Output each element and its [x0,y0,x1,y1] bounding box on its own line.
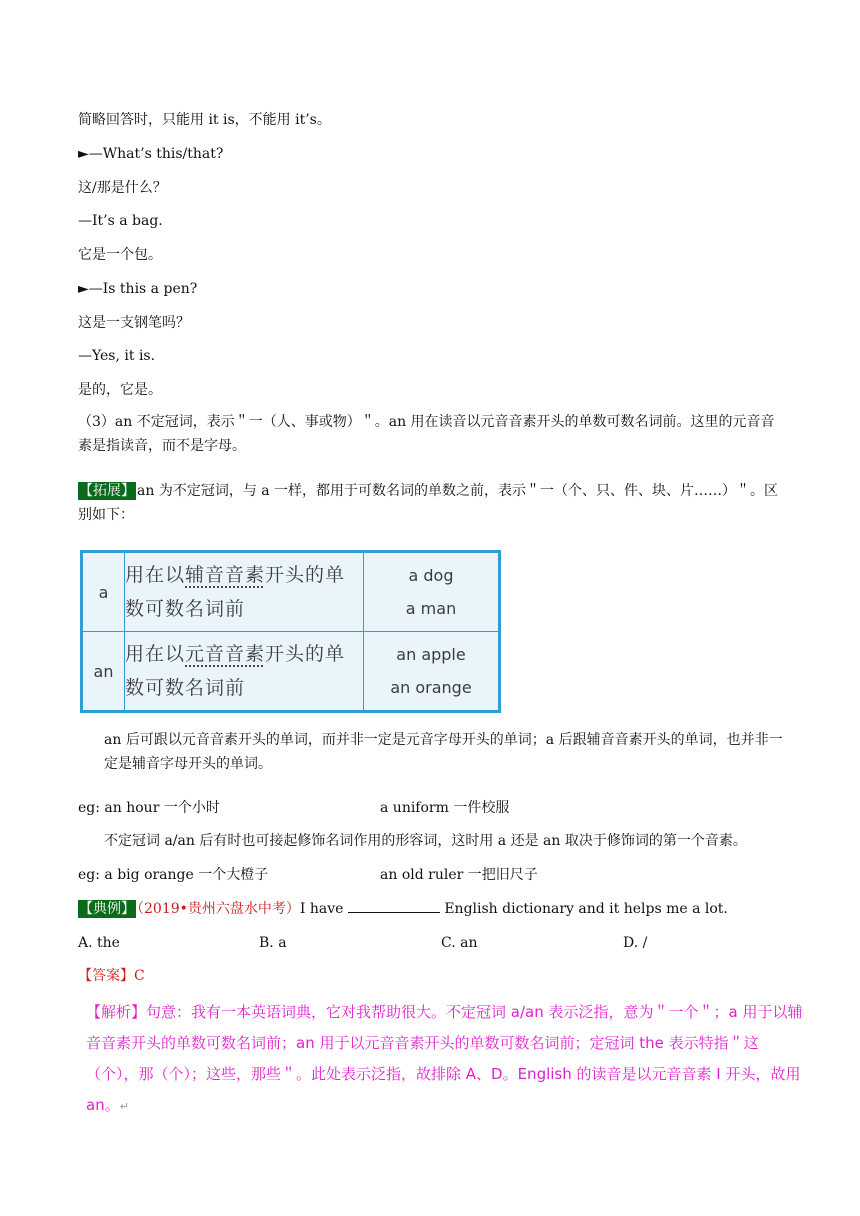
example-tag: 【典例】 [79,901,135,917]
emphasis-dots: 元音音素 [185,643,266,665]
adjective-note: 不定冠词 a/an 后有时也可接起修饰名词作用的形容词，这时用 a 还是 an 取决于修饰词的第一个音素。 [104,833,747,849]
answer-label: 【答案】C [78,968,145,984]
answer-blank [348,900,440,913]
table-row [82,632,500,712]
table-key: a [82,552,125,632]
extension-tag: 【拓展】 [79,483,135,499]
emphasis-dots: 辅音音素 [185,564,266,586]
paragraph-mark: ↵ [119,1100,129,1113]
exam-source: （2019•贵州六盘水中考） [137,901,300,917]
extension-text: an 为不定冠词，与 a 一样，都用于可数名词的单数之前，表示＂一（个、只、件、块、片……）＂。区别如下： [78,483,779,523]
article-comparison-table [80,550,501,713]
example-question: ►—Is this a pen? [78,281,198,297]
explanation-text: 【解析】句意：我有一本英语词典，它对我帮助很大。不定冠词 a/an 表示泛指，意为＂一个＂；a 用于以辅音音素开头的单数可数名词前；an 用于以元音音素开头的单数可数名词前；定冠词 the 表示特指＂这（个），那（个）；这些，那些＂。此处表示泛指，故排除 A、D。English 的读音是以元音音素 I 开头，故用 an。 [86,1003,803,1114]
example-translation: 它是一个包。 [78,247,162,263]
table-description: 用在以元音音素开头的单 数可数名词前 [125,632,364,712]
example-answer: —Yes, it is. [78,348,156,364]
table-key: an [82,632,125,712]
table-examples: an apple an orange [364,632,500,712]
paragraph-an-definition: （3）an 不定冠词，表示＂一（人、事或物）＂。an 用在读音以元音音素开头的单数可数名词前。这里的元音音素是指读音，而不是字母。 [78,414,775,454]
example-line: eg: a big orange 一个大橙子 an old ruler 一把旧尺子 [78,867,538,883]
option-c: C. an [441,935,478,951]
an-usage-note: an 后可跟以元音音素开头的单词，而并非一定是元音字母开头的单词；a 后跟辅音音素开头的单词，也并非一定是辅音字母开头的单词。 [104,732,783,772]
short-answer-rule: 简略回答时，只能用 it is，不能用 it’s。 [78,112,331,128]
table-examples: a dog a man [364,552,500,632]
example-answer: —It’s a bag. [78,213,163,229]
table-row [82,552,500,632]
explanation-block [86,997,806,1122]
exam-question: 【典例】 （2019•贵州六盘水中考）I have English dictionary and it helps me a lot. [79,901,728,917]
example-line: eg: an hour 一个小时 a uniform 一件校服 [78,800,510,816]
table-description: 用在以辅音音素开头的单 数可数名词前 [125,552,364,632]
option-b: B. a [259,935,287,951]
example-translation: 这是一支钢笔吗？ [78,315,190,331]
example-question: ►—What’s this/that? [78,146,224,162]
extension-paragraph [78,479,783,527]
example-translation: 这/那是什么？ [78,180,167,196]
option-d: D. / [623,935,648,951]
option-a: A. the [78,935,120,951]
example-translation: 是的，它是。 [78,382,162,398]
